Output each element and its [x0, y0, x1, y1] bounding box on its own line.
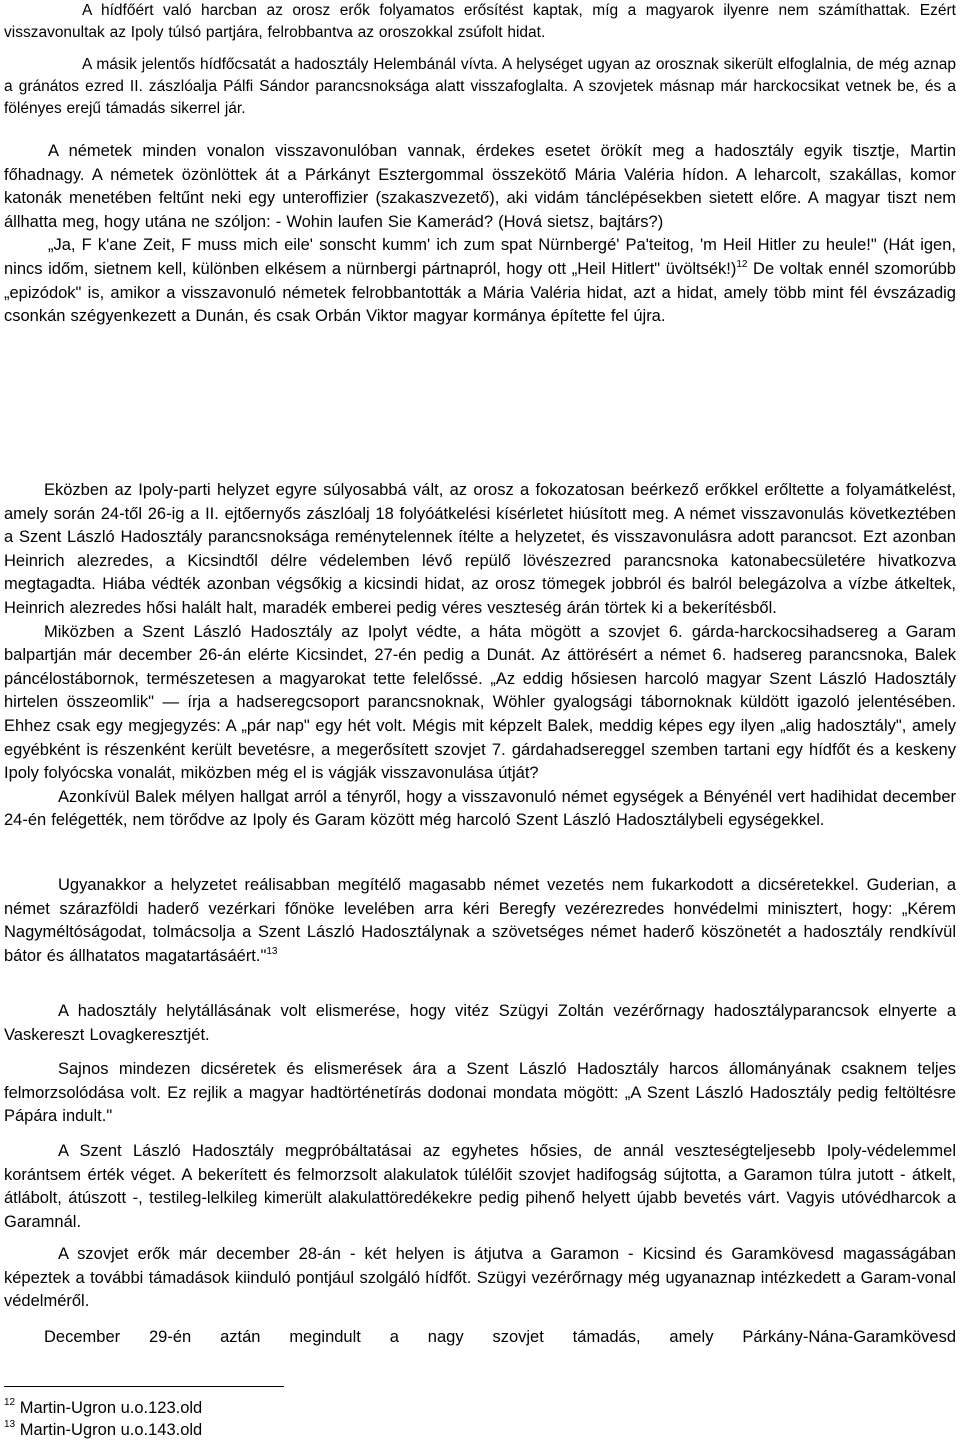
paragraph-3b-rest: De voltak ennél szomorúbb „epizódok" is, amikor a visszavonuló németek felrobbantották a Mária Valéria hidat, azt a hidat, amely több mint fél évszázadig csonkán szégyenkezett a Dunán, és csak Orbán Viktor magyar kormánya építette fel újra. [4, 259, 956, 326]
footnote-13 [4, 1420, 202, 1440]
paragraph-11: A szovjet erők már december 28-án - két helyen is átjutva a Garamon - Kicsind és Garamkövesd magasságában képeztek a további támadások kiinduló pontjául szolgáló hídfőt. Szügyi vezérőrnagy még ugyanaznap intézkedett a Garam-vonal védelméről. [4, 1245, 956, 1311]
footnote-number: 13 [4, 1419, 16, 1430]
paragraph-9: Sajnos mindezen dicséretek és elismerések ára a Szent László Hadosztály harcos állományának csaknem teljes felmorzsolódása volt. Ez rejlik a magyar hadtörténetírás dodonai mondata mögött: „A Szent László Hadosztály pedig feltöltésre Pápára indult." [4, 1060, 956, 1126]
footnote-number: 12 [4, 1397, 16, 1408]
paragraph-12: December 29-én aztán megindult a nagy szovjet támadás, amely Párkány-Nána-Garamkövesd [44, 1328, 956, 1346]
paragraph-7 [4, 874, 956, 968]
paragraph-7-text: Ugyanakkor a helyzetet reálisabban megítélő magasabb német vezetés nem fukarkodott a dicséretekkel. Guderian, a német szárazföldi haderő vezérkari főnöke levelében arra kéri Beregfy vezérezredes honvédelmi minisztert, hogy: „Kérem Nagyméltóságodat, tolmácsolja a Szent László Hadosztálynak a szövetséges német haderő köszönetét a hadosztály rendkívül bátor és állhatatos magatartásáért." [4, 876, 956, 965]
paragraph-1: A hídfőért való harcban az orosz erők folyamatos erősítést kaptak, míg a magyarok ilyenre nem számíthattak. Ezért visszavonultak az Ipoly túlsó partjára, felrobbantva az oroszokkal zsúfolt hidat. [4, 2, 956, 41]
footnote-12 [4, 1398, 202, 1418]
footnote-ref-13[interactable]: 13 [266, 945, 278, 957]
paragraph-3b-quote: „Ja, F k'ane Zeit, F muss mich eile' sonscht kumm' ich zum spat Nürnbergé' Pa'teitog, 'm Heil Hitler zu heule!" (Hát igen, nincs időm, sietnem kell, különben elkésem a nürnbergi pártnapról, hogy ott „Heil Hitlert" üvöltsék!) [4, 236, 956, 278]
paragraph-4: Eközben az Ipoly-parti helyzet egyre súlyosabbá vált, az orosz a fokozatosan beérkező erőkkel erőltette a folyamátkelést, amely során 24-től 26-ig a II. ejtőernyős zászlóalj 18 folyóátkelési kísérletet hiúsított meg. A német visszavonulás következtében a Szent László Hadosztály parancsnoksága reménytelennek ítélte a helyzetet, és visszavonulásra adott parancsot. Ezt azonban Heinrich alezredes, a Kicsindtől délre védelemben lévő repülő lövészezred parancsnoka katonabecsületére hivatkozva megtagadta. Hiába védték azonban végsőkig a kicsindi hidat, az orosz tömegek jobbról és balról belegázolva a vízbe átkeltek, Heinrich alezredes hősi halált halt, maradék emberei pedig véres veszteség árán törtek ki a bekerítésből. [4, 481, 956, 617]
paragraph-3a: A németek minden vonalon visszavonulóban vannak, érdekes esetet örökít meg a hadosztály egyik tisztje, Martin főhadnagy. A németek özönlöttek át a Párkányt Esztergommal összekötő Mária Valéria hídon. A leharcolt, szakállas, komor katonák menetében feltűnt neki egy unteroffizier (szakaszvezető), aki vidám tánclépésekben sietett előre. A magyar tiszt nem állhatta meg, hogy utána ne szóljon: - Wohin laufen Sie Kamerád? (Hová sietsz, bajtárs?) [4, 142, 956, 231]
footnote-text: Martin-Ugron u.o.143.old [19, 1421, 203, 1439]
paragraph-6: Azonkívül Balek mélyen hallgat arról a tényről, hogy a visszavonuló német egységek a Bényénél vert hadihidat december 24-én felégették, nem törődve az Ipoly és Garam között még harcoló Szent László Hadosztálybeli egységekkel. [4, 787, 956, 830]
paragraph-2: A másik jelentős hídfőcsatát a hadosztály Helembánál vívta. A helységet ugyan az orosznak sikerült elfoglalnia, de még aznap a gránátos ezred II. zászlóalja Pálfi Sándor parancsnoksága alatt visszafoglalta. A szovjetek másnap már harckocsikat vetnek be, és a fölényes erejű támadás sikerrel jár. [4, 56, 956, 117]
paragraph-10: A Szent László Hadosztály megpróbáltatásai az egyhetes hősies, de annál veszteségteljesebb Ipoly-védelemmel korántsem érték véget. A bekerített és felmorzsolt alakulatok túlélőit szovjet hadifogság sújtotta, a Garamon túlra jutott - átkelt, átlábolt, átúszott -, testileg-lelkileg kimerült alakulattöredékekre pedig pihenő helyett újabb bevetés várt. Vagyis utóvédharcok a Garamnál. [4, 1142, 956, 1231]
paragraph-5: Miközben a Szent László Hadosztály az Ipolyt védte, a háta mögött a szovjet 6. gárda-harckocsihadsereg a Garam balpartján már december 26-án elérte Kicsindet, 27-én pedig a Dunát. Az áttörésért a német 6. hadsereg parancsnoka, Balek páncélostábornok, természetesen a magyarokat tette felelőssé. „Az eddig hősiesen harcoló magyar Szent László Hadosztály hirtelen összeomlik" ― írja a hadseregcsoport parancsnoknak, Wöhler gyalogsági tábornoknak küldött igazoló jelentésében. Ehhez csak egy megjegyzés: A „pár nap" egy hét volt. Mégis mit képzelt Balek, meddig képes egy ilyen „alig hadosztály", amely egyébként is részenként került bevetésre, a megerősített szovjet 7. gárdahadsereggel szemben tartani egy hídfőt és a keskeny Ipoly folyócska vonalát, miközben még el is vágják visszavonulása útját? [4, 622, 956, 783]
paragraph-3b [4, 234, 956, 328]
footnote-text: Martin-Ugron u.o.123.old [19, 1399, 203, 1417]
footnote-divider [4, 1386, 284, 1387]
paragraph-8: A hadosztály helytállásának volt elismerése, hogy vitéz Szügyi Zoltán vezérőrnagy hadosztályparancsok elnyerte a Vaskereszt Lovagkeresztjét. [4, 1002, 956, 1044]
footnote-ref-12[interactable]: 12 [736, 258, 748, 270]
